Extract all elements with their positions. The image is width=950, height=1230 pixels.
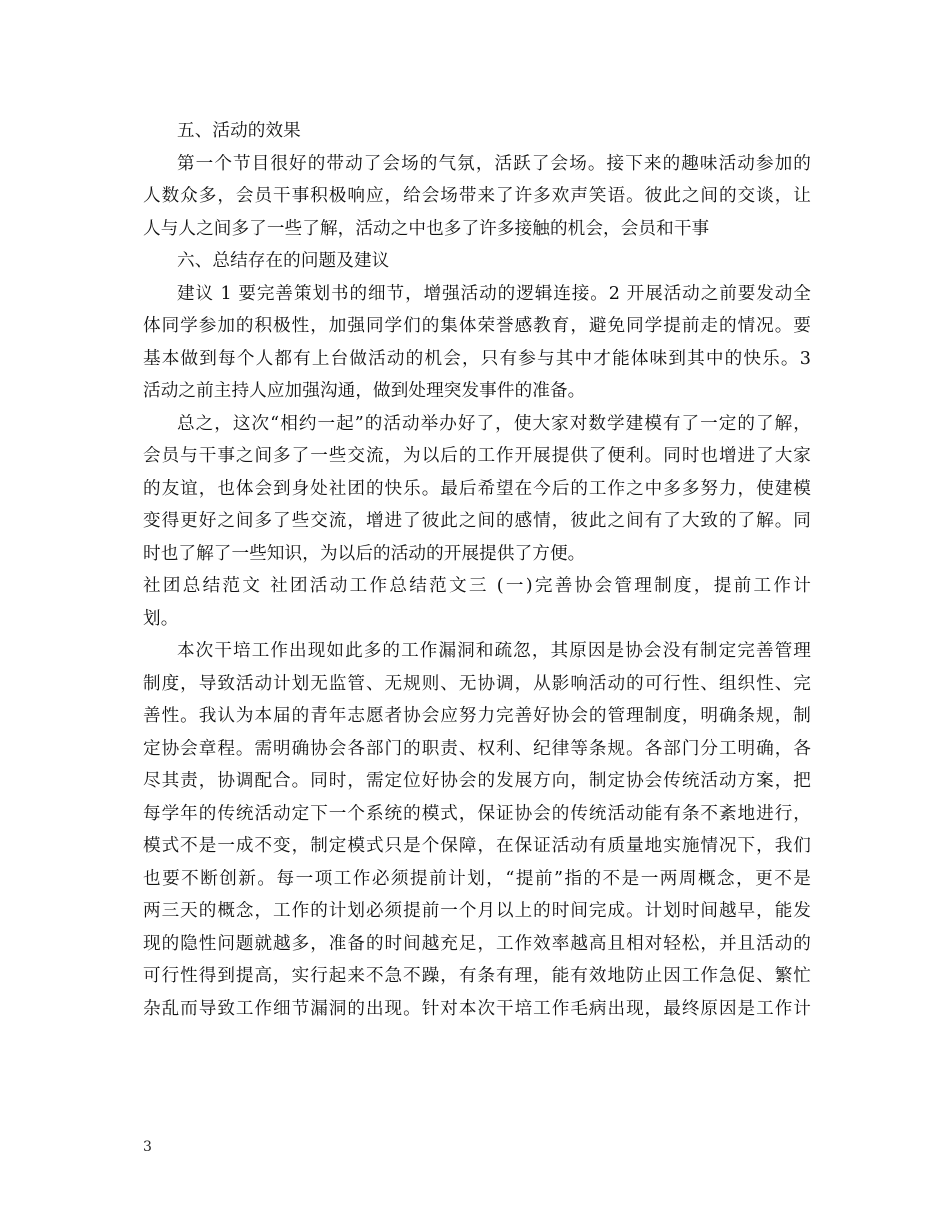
text-line: 可行性得到提高，实行起来不急不躁，有条有理，能有效地防止因工作急促、繁忙 <box>143 966 811 986</box>
text-line: 人数众多，会员干事积极响应，给会场带来了许多欢声笑语。彼此之间的交谈，让 <box>143 186 811 206</box>
section-heading-effects: 五、活动的效果 <box>177 121 301 141</box>
text-line: 现的隐性问题就越多，准备的时间越充足，工作效率越高且相对轻松，并且活动的 <box>143 933 811 954</box>
section-heading-problems: 六、总结存在的问题及建议 <box>177 251 390 271</box>
text-line: 每学年的传统活动定下一个系统的模式，保证协会的传统活动能有条不紊地进行， <box>143 803 811 824</box>
text-line: 第一个节目很好的带动了会场的气氛，活跃了会场。接下来的趣味活动参加的 <box>177 153 811 174</box>
text-line: 人与人之间多了一些了解，活动之中也多了许多接触的机会，会员和干事 <box>143 218 710 239</box>
text-line: 体同学参加的积极性，加强同学们的集体荣誉感教育，避免同学提前走的情况。要 <box>143 316 811 336</box>
text-line: 基本做到每个人都有上台做活动的机会，只有参与其中才能体味到其中的快乐。3 <box>143 348 811 369</box>
text-line: 制度，导致活动计划无监管、无规则、无协调，从影响活动的可行性、组织性、完 <box>143 673 811 694</box>
text-line: 活动之前主持人应加强沟通，做到处理突发事件的准备。 <box>143 381 586 401</box>
text-line: 会员与干事之间多了一些交流，为以后的工作开展提供了便利。同时也增进了大家 <box>143 446 811 466</box>
text-line: 建议 1 要完善策划书的细节，增强活动的逻辑连接。2 开展活动之前要发动全 <box>177 283 811 304</box>
text-line: 模式不是一成不变，制定模式只是个保障，在保证活动有质量地实施情况下，我们 <box>143 836 811 856</box>
text-line: 划。 <box>143 608 179 629</box>
text-line: 本次干培工作出现如此多的工作漏洞和疏忽，其原因是协会没有制定完善管理 <box>177 641 811 661</box>
text-line: 时也了解了一些知识，为以后的活动的开展提供了方便。 <box>143 543 586 564</box>
text-line: 变得更好之间多了些交流，增进了彼此之间的感情，彼此之间有了大致的了解。同 <box>143 511 811 531</box>
section-title-line: 社团总结范文 社团活动工作总结范文三 (一)完善协会管理制度，提前工作计 <box>143 576 811 596</box>
text-line: 善性。我认为本届的青年志愿者协会应努力完善好协会的管理制度，明确条规，制 <box>143 706 811 726</box>
text-line: 定协会章程。需明确协会各部门的职责、权利、纪律等条规。各部门分工明确，各 <box>143 738 811 759</box>
text-line: 两三天的概念，工作的计划必须提前一个月以上的时间完成。计划时间越早，能发 <box>143 901 811 921</box>
page-number: 3 <box>143 1139 152 1155</box>
document-body <box>143 115 811 1025</box>
text-line: 杂乱而导致工作细节漏洞的出现。针对本次干培工作毛病出现，最终原因是工作计 <box>143 998 811 1019</box>
text-line: 总之，这次“相约一起”的活动举办好了，使大家对数学建模有了一定的了解， <box>177 413 811 434</box>
text-line: 的友谊，也体会到身处社团的快乐。最后希望在今后的工作之中多多努力，使建模 <box>143 478 811 499</box>
text-line: 也要不断创新。每一项工作必须提前计划，“提前”指的不是一两周概念，更不是 <box>143 868 811 889</box>
text-line: 尽其责，协调配合。同时，需定位好协会的发展方向，制定协会传统活动方案，把 <box>143 771 811 791</box>
